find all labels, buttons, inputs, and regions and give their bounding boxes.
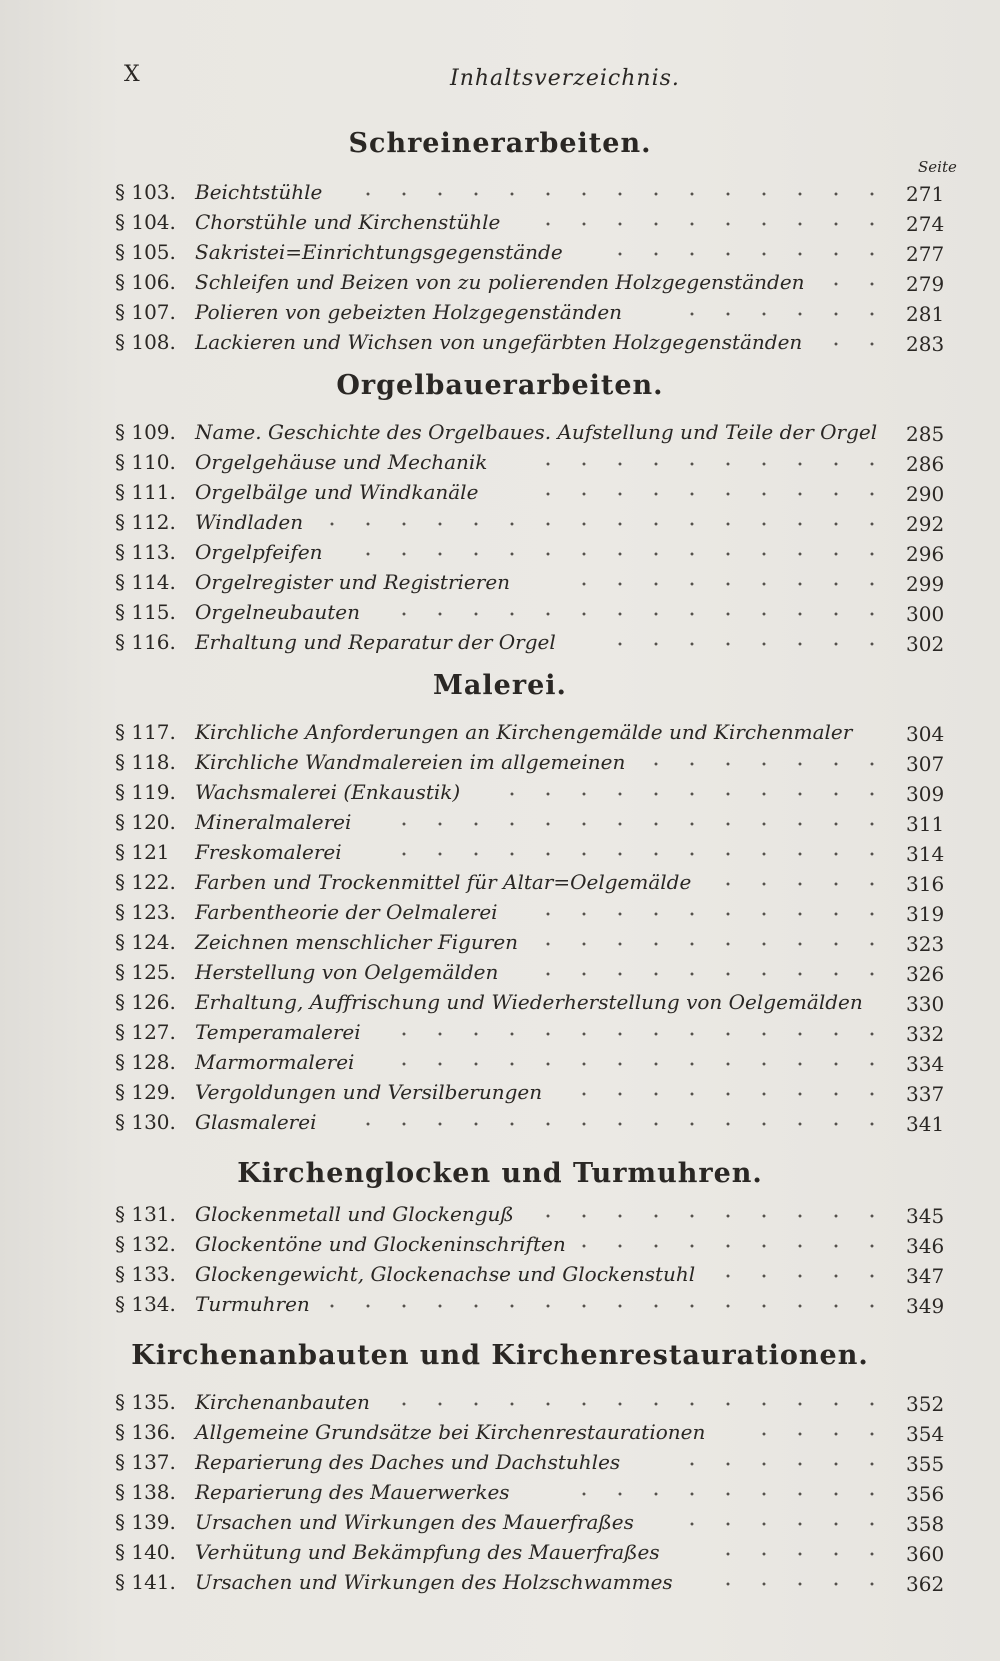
entry-title: Erhaltung, Auffrischung und Wiederherstellung von Oelgemälden — [195, 990, 863, 1014]
leader-dots — [690, 312, 890, 316]
leader-dots — [580, 582, 890, 586]
entry-number: § 121 — [115, 840, 170, 864]
toc-entry — [0, 838, 1000, 866]
leader-dots — [820, 282, 890, 286]
leader-dots — [700, 1582, 890, 1586]
entry-title: Orgelgehäuse und Mechanik — [195, 450, 488, 474]
entry-number: § 109. — [115, 420, 176, 444]
toc-entry — [0, 208, 1000, 236]
entry-page: 316 — [906, 872, 945, 896]
entry-number: § 110. — [115, 450, 176, 474]
entry-number: § 106. — [115, 270, 176, 294]
entry-page: 290 — [906, 482, 945, 506]
entry-number: § 131. — [115, 1202, 176, 1226]
leader-dots — [337, 552, 890, 556]
leader-dots — [520, 492, 890, 496]
entry-title: Herstellung von Oelgemälden — [195, 960, 499, 984]
entry-page: 355 — [906, 1452, 945, 1476]
entry-page: 281 — [906, 302, 945, 326]
toc-entry — [0, 568, 1000, 596]
toc-entry — [0, 1018, 1000, 1046]
toc-entry — [0, 478, 1000, 506]
entry-title: Freskomalerei — [195, 840, 342, 864]
leader-dots — [330, 522, 890, 526]
toc-entry — [0, 328, 1000, 356]
toc-entry — [0, 448, 1000, 476]
toc-entry — [0, 1108, 1000, 1136]
leader-dots — [336, 192, 890, 196]
entry-number: § 108. — [115, 330, 176, 354]
entry-title: Ursachen und Wirkungen des Mauerfraßes — [195, 1510, 634, 1534]
entry-page: 304 — [906, 722, 945, 746]
entry-number: § 137. — [115, 1450, 176, 1474]
leader-dots — [540, 972, 890, 976]
leader-dots — [650, 762, 890, 766]
seite-column-label: Seite — [918, 158, 957, 176]
toc-entry — [0, 778, 1000, 806]
entry-number: § 141. — [115, 1570, 176, 1594]
entry-title: Orgelpfeifen — [195, 540, 323, 564]
entry-title: Glockenmetall und Glockenguß — [195, 1202, 514, 1226]
entry-title: Beichtstühle — [195, 180, 323, 204]
toc-entry — [0, 178, 1000, 206]
entry-page: 309 — [906, 782, 945, 806]
entry-page: 356 — [906, 1482, 945, 1506]
leader-dots — [400, 612, 890, 616]
entry-number: § 138. — [115, 1480, 176, 1504]
section-title-kirchenanbauten: Kirchenanbauten und Kirchenrestaurationen. — [131, 1340, 869, 1371]
entry-title: Marmormalerei — [195, 1050, 355, 1074]
entry-title: Farben und Trockenmittel für Altar=Oelgemälde — [195, 870, 692, 894]
toc-entry — [0, 1260, 1000, 1288]
entry-number: § 123. — [115, 900, 176, 924]
entry-title: Mineralmalerei — [195, 810, 352, 834]
entry-page: 346 — [906, 1234, 945, 1258]
toc-entry — [0, 238, 1000, 266]
entry-page: 286 — [906, 452, 945, 476]
entry-page: 345 — [906, 1204, 945, 1228]
leader-dots — [560, 1492, 890, 1496]
entry-page: 337 — [906, 1082, 945, 1106]
toc-entry — [0, 1290, 1000, 1318]
section-title-orgelbauerarbeiten: Orgelbauerarbeiten. — [336, 370, 664, 401]
toc-entry — [0, 508, 1000, 536]
toc-entry — [0, 1048, 1000, 1076]
leader-dots — [760, 1432, 890, 1436]
entry-page: 347 — [906, 1264, 945, 1288]
leader-dots — [480, 792, 890, 796]
leader-dots — [390, 1402, 890, 1406]
entry-page: 341 — [906, 1112, 945, 1136]
entry-title: Wachsmalerei (Enkaustik) — [195, 780, 461, 804]
entry-page: 296 — [906, 542, 945, 566]
entry-page: 292 — [906, 512, 945, 536]
leader-dots — [820, 342, 890, 346]
leader-dots — [540, 222, 890, 226]
leader-dots — [600, 642, 890, 646]
entry-page: 300 — [906, 602, 945, 626]
entry-number: § 129. — [115, 1080, 176, 1104]
section-title-malerei: Malerei. — [433, 670, 567, 701]
entry-title: Farbentheorie der Oelmalerei — [195, 900, 498, 924]
entry-number: § 117. — [115, 720, 176, 744]
entry-title: Reparierung des Daches und Dachstuhles — [195, 1450, 621, 1474]
leader-dots — [600, 252, 890, 256]
entry-number: § 140. — [115, 1540, 176, 1564]
leader-dots — [705, 882, 890, 886]
leader-dots — [680, 1462, 890, 1466]
entry-page: 277 — [906, 242, 945, 266]
entry-page: 307 — [906, 752, 945, 776]
entry-number: § 116. — [115, 630, 176, 654]
entry-number: § 119. — [115, 780, 176, 804]
entry-page: 302 — [906, 632, 945, 656]
entry-title: Kirchliche Wandmalereien im allgemeinen — [195, 750, 626, 774]
entry-page: 299 — [906, 572, 945, 596]
entry-title: Temperamalerei — [195, 1020, 361, 1044]
leader-dots — [340, 1122, 890, 1126]
entry-number: § 104. — [115, 210, 176, 234]
leader-dots — [390, 822, 890, 826]
entry-number: § 112. — [115, 510, 176, 534]
entry-title: Vergoldungen und Versilberungen — [195, 1080, 543, 1104]
entry-title: Turmuhren — [195, 1292, 310, 1316]
leader-dots — [390, 1062, 890, 1066]
entry-page: 352 — [906, 1392, 945, 1416]
entry-title: Chorstühle und Kirchenstühle — [195, 210, 501, 234]
entry-page: 319 — [906, 902, 945, 926]
entry-number: § 134. — [115, 1292, 176, 1316]
entry-title: Verhütung und Bekämpfung des Mauerfraßes — [195, 1540, 660, 1564]
entry-title: Glockengewicht, Glockenachse und Glockenstuhl — [195, 1262, 696, 1286]
section-title-kirchenglocken: Kirchenglocken und Turmuhren. — [237, 1158, 763, 1189]
toc-entry — [0, 268, 1000, 296]
leader-dots — [540, 942, 890, 946]
toc-entry — [0, 1078, 1000, 1106]
entry-number: § 139. — [115, 1510, 176, 1534]
entry-title: Erhaltung und Reparatur der Orgel — [195, 630, 556, 654]
toc-entry — [0, 1508, 1000, 1536]
toc-entry — [0, 868, 1000, 896]
entry-number: § 115. — [115, 600, 176, 624]
page-header — [0, 62, 1000, 102]
toc-entry — [0, 1230, 1000, 1258]
leader-dots — [380, 852, 890, 856]
entry-number: § 122. — [115, 870, 176, 894]
section-title-schreinerarbeiten: Schreinerarbeiten. — [348, 128, 652, 159]
toc-entry — [0, 418, 1000, 446]
toc-entry — [0, 598, 1000, 626]
entry-title: Glasmalerei — [195, 1110, 317, 1134]
entry-page: 326 — [906, 962, 945, 986]
entry-number: § 133. — [115, 1262, 176, 1286]
toc-entry — [0, 1418, 1000, 1446]
leader-dots — [520, 462, 890, 466]
entry-page: 283 — [906, 332, 945, 356]
entry-page: 279 — [906, 272, 945, 296]
entry-page: 358 — [906, 1512, 945, 1536]
entry-page: 314 — [906, 842, 945, 866]
entry-title: Kirchliche Anforderungen an Kirchengemälde und Kirchenmaler — [195, 720, 853, 744]
entry-number: § 113. — [115, 540, 176, 564]
entry-title: Name. Geschichte des Orgelbaues. Aufstellung und Teile der Orgel — [195, 420, 878, 444]
entry-page: 311 — [906, 812, 945, 836]
toc-entry — [0, 718, 1000, 746]
entry-number: § 135. — [115, 1390, 176, 1414]
toc-entry — [0, 808, 1000, 836]
toc-entry — [0, 538, 1000, 566]
entry-title: Ursachen und Wirkungen des Holzschwammes — [195, 1570, 673, 1594]
entry-number: § 107. — [115, 300, 176, 324]
toc-entry — [0, 898, 1000, 926]
entry-number: § 126. — [115, 990, 176, 1014]
toc-entry — [0, 298, 1000, 326]
leader-dots — [540, 912, 890, 916]
entry-page: 332 — [906, 1022, 945, 1046]
running-title: Inhaltsverzeichnis. — [450, 66, 680, 91]
toc-entry — [0, 1568, 1000, 1596]
entry-title: Orgelbälge und Windkanäle — [195, 480, 479, 504]
entry-title: Lackieren und Wichsen von ungefärbten Holzgegenständen — [195, 330, 803, 354]
leader-dots — [700, 1552, 890, 1556]
entry-number: § 125. — [115, 960, 176, 984]
page-folio: X — [124, 62, 141, 87]
entry-page: 323 — [906, 932, 945, 956]
toc-entry — [0, 628, 1000, 656]
entry-title: Kirchenanbauten — [195, 1390, 370, 1414]
entry-number: § 127. — [115, 1020, 176, 1044]
entry-number: § 103. — [115, 180, 176, 204]
toc-entry — [0, 1478, 1000, 1506]
entry-title: Orgelregister und Registrieren — [195, 570, 511, 594]
entry-number: § 130. — [115, 1110, 176, 1134]
entry-number: § 132. — [115, 1232, 176, 1256]
entry-title: Glockentöne und Glockeninschriften — [195, 1232, 566, 1256]
toc-entry — [0, 1200, 1000, 1228]
entry-title: Allgemeine Grundsätze bei Kirchenrestaurationen — [195, 1420, 706, 1444]
entry-page: 349 — [906, 1294, 945, 1318]
entry-number: § 128. — [115, 1050, 176, 1074]
toc-entry — [0, 1388, 1000, 1416]
entry-number: § 120. — [115, 810, 176, 834]
entry-page: 360 — [906, 1542, 945, 1566]
toc-entry — [0, 988, 1000, 1016]
toc-entry — [0, 1538, 1000, 1566]
leader-dots — [330, 1304, 890, 1308]
entry-page: 362 — [906, 1572, 945, 1596]
entry-title: Reparierung des Mauerwerkes — [195, 1480, 510, 1504]
entry-number: § 105. — [115, 240, 176, 264]
entry-number: § 124. — [115, 930, 176, 954]
entry-title: Zeichnen menschlicher Figuren — [195, 930, 519, 954]
leader-dots — [560, 1092, 890, 1096]
entry-number: § 118. — [115, 750, 176, 774]
toc-entry — [0, 1448, 1000, 1476]
entry-title: Orgelneubauten — [195, 600, 360, 624]
toc-entry — [0, 928, 1000, 956]
entry-page: 334 — [906, 1052, 945, 1076]
entry-number: § 111. — [115, 480, 176, 504]
toc-entry — [0, 748, 1000, 776]
toc-entry — [0, 958, 1000, 986]
entry-title: Polieren von gebeizten Holzgegenständen — [195, 300, 623, 324]
entry-page: 271 — [906, 182, 945, 206]
entry-page: 274 — [906, 212, 945, 236]
entry-number: § 114. — [115, 570, 176, 594]
entry-page: 354 — [906, 1422, 945, 1446]
leader-dots — [709, 1274, 890, 1278]
entry-page: 330 — [906, 992, 945, 1016]
entry-title: Schleifen und Beizen von zu polierenden Holzgegenständen — [195, 270, 805, 294]
leader-dots — [540, 1214, 890, 1218]
entry-number: § 136. — [115, 1420, 176, 1444]
entry-title: Sakristei=Einrichtungsgegenstände — [195, 240, 563, 264]
leader-dots — [680, 1522, 890, 1526]
entry-title: Windladen — [195, 510, 304, 534]
leader-dots — [580, 1244, 890, 1248]
leader-dots — [400, 1032, 890, 1036]
entry-page: 285 — [906, 422, 945, 446]
